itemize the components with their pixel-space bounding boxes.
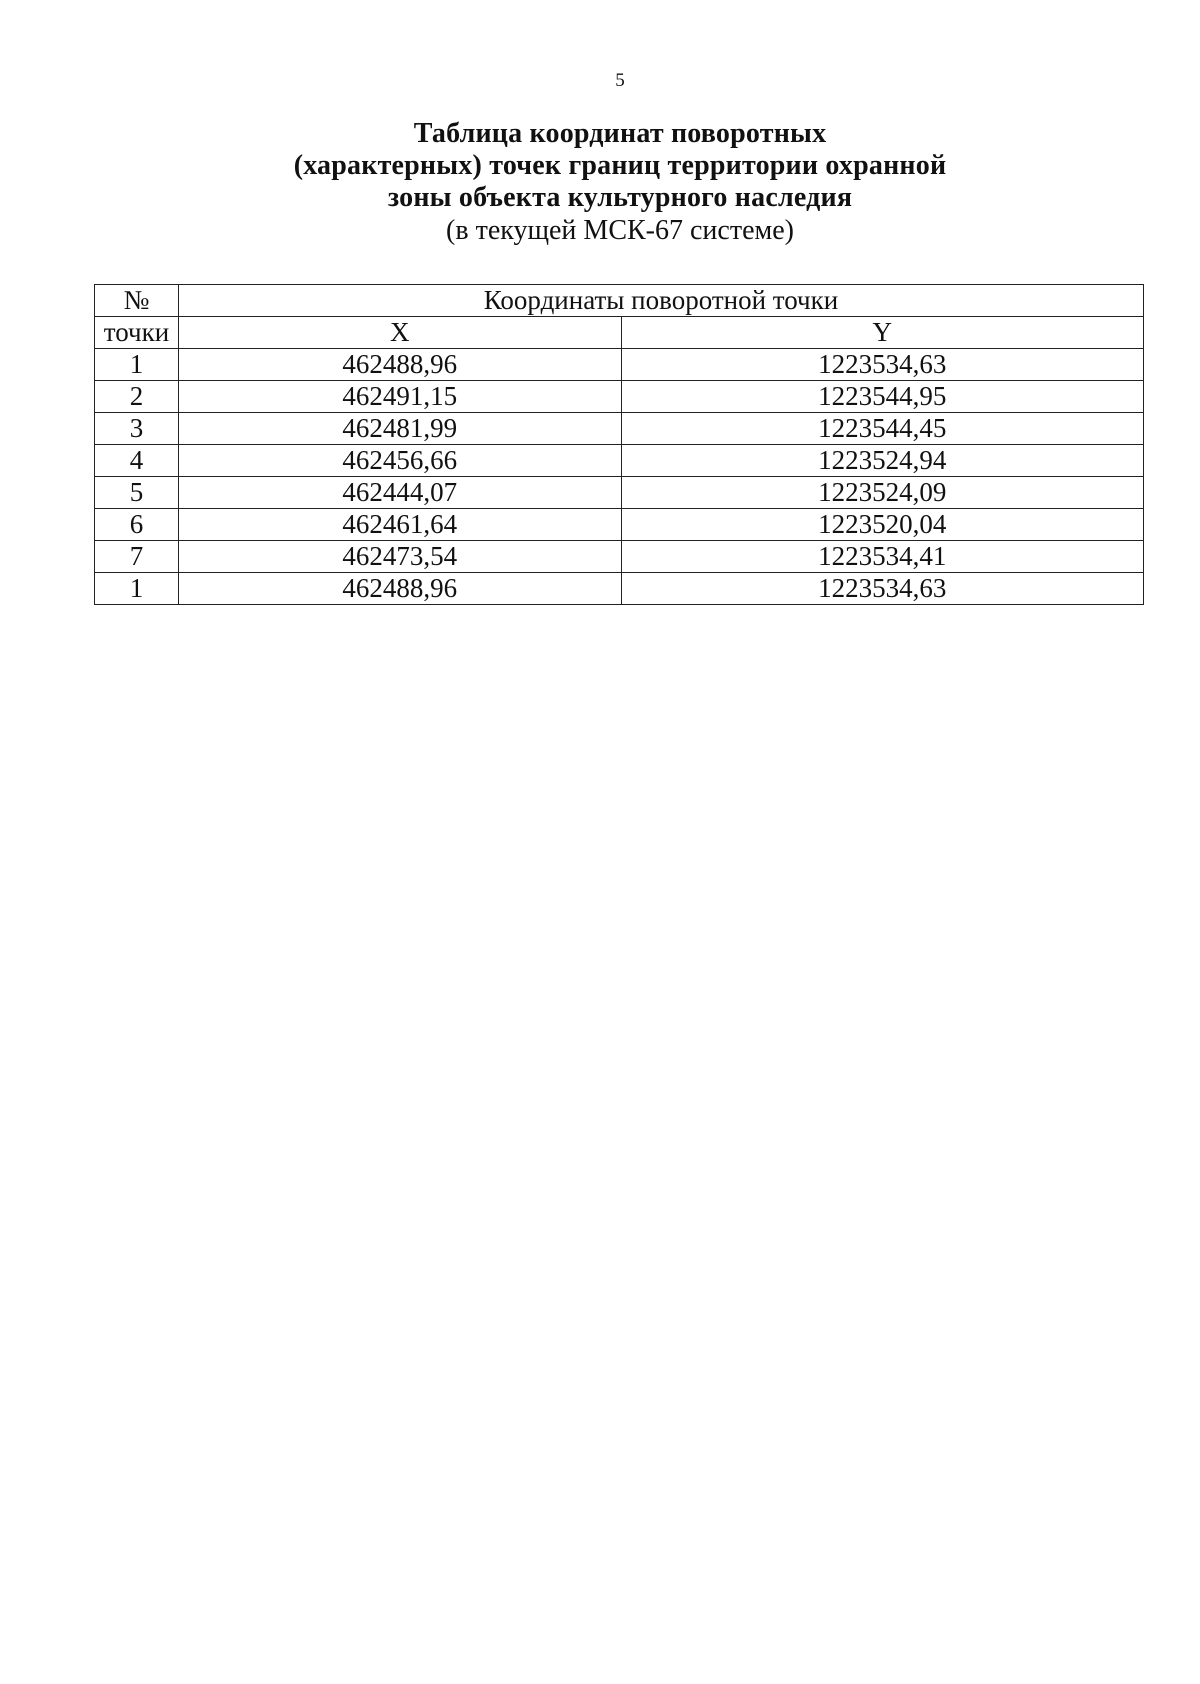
point-number-header-sub: точки [95, 317, 179, 349]
subtitle: (в текущей МСК-67 системе) [446, 215, 794, 246]
x-cell: 462456,66 [178, 445, 621, 477]
y-cell: 1223524,94 [621, 445, 1143, 477]
table-header-row [95, 285, 1144, 317]
title-line: (характерных) точек границ территории охранной [293, 150, 947, 181]
point-number-header: № [95, 285, 179, 317]
point-number-cell: 5 [95, 477, 179, 509]
table-row [95, 445, 1144, 477]
point-number-cell: 1 [95, 573, 179, 605]
x-column-header: X [178, 317, 621, 349]
x-cell: 462481,99 [178, 413, 621, 445]
y-cell: 1223534,63 [621, 573, 1143, 605]
table-header-row [95, 317, 1144, 349]
table-row [95, 413, 1144, 445]
y-cell: 1223534,41 [621, 541, 1143, 573]
document-title [0, 118, 1200, 247]
point-number-cell: 4 [95, 445, 179, 477]
point-number-cell: 3 [95, 413, 179, 445]
table-row [95, 477, 1144, 509]
table-row [95, 509, 1144, 541]
y-cell: 1223544,95 [621, 381, 1143, 413]
table-row [95, 381, 1144, 413]
title-line: Таблица координат поворотных [413, 118, 827, 149]
x-cell: 462488,96 [178, 573, 621, 605]
x-cell: 462461,64 [178, 509, 621, 541]
page-number: 5 [615, 70, 625, 91]
point-number-cell: 6 [95, 509, 179, 541]
point-number-cell: 7 [95, 541, 179, 573]
x-cell: 462473,54 [178, 541, 621, 573]
table-row [95, 573, 1144, 605]
x-cell: 462444,07 [178, 477, 621, 509]
coordinates-table [94, 284, 1144, 605]
table-row [95, 541, 1144, 573]
y-cell: 1223524,09 [621, 477, 1143, 509]
y-cell: 1223534,63 [621, 349, 1143, 381]
x-cell: 462488,96 [178, 349, 621, 381]
title-line: зоны объекта культурного наследия [387, 182, 853, 213]
coordinates-header: Координаты поворотной точки [178, 285, 1143, 317]
y-column-header: Y [621, 317, 1143, 349]
table-row [95, 349, 1144, 381]
y-cell: 1223520,04 [621, 509, 1143, 541]
point-number-cell: 1 [95, 349, 179, 381]
y-cell: 1223544,45 [621, 413, 1143, 445]
point-number-cell: 2 [95, 381, 179, 413]
x-cell: 462491,15 [178, 381, 621, 413]
